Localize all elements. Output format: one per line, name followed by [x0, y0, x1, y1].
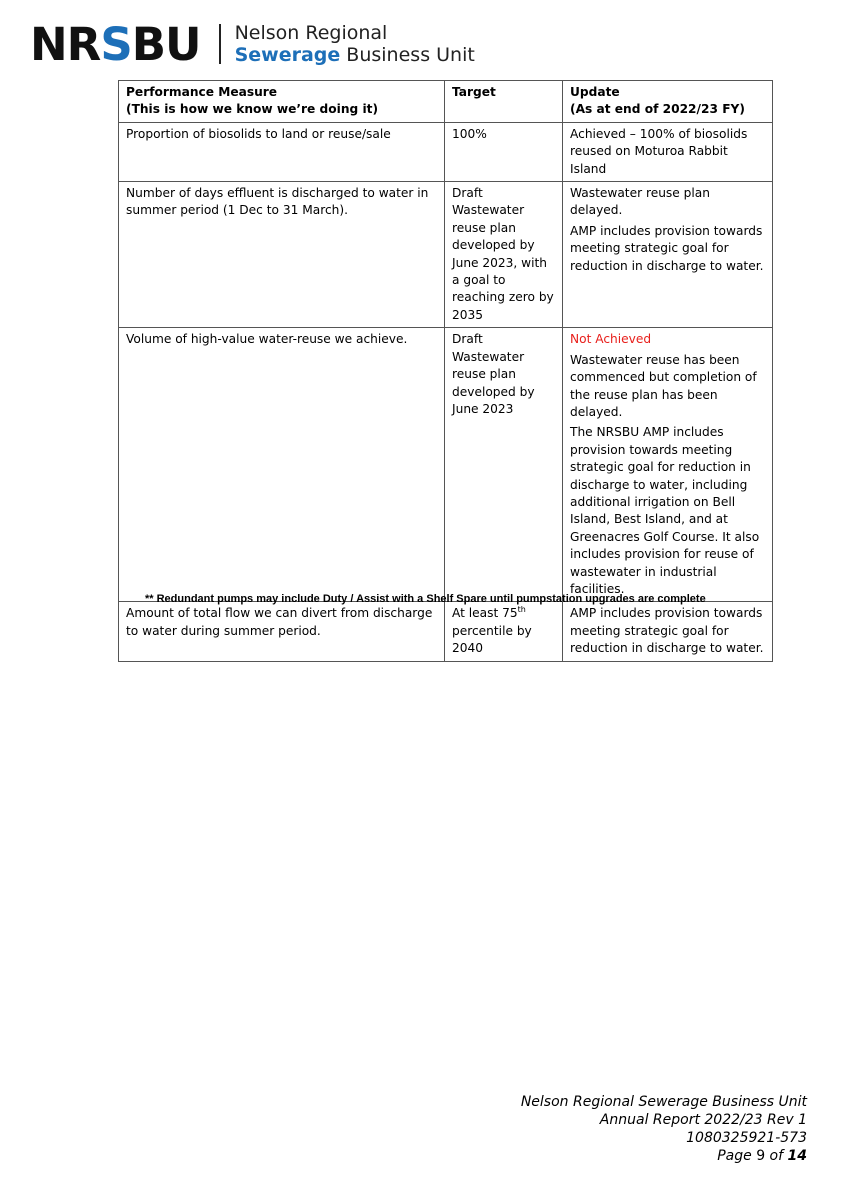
- row-target: [445, 602, 563, 661]
- nrsbu-logo: [30, 18, 475, 70]
- footer-report: Annual Report 2022/23 Rev 1: [599, 1112, 807, 1128]
- header-update-title: Update: [570, 85, 620, 99]
- page-current: 9: [756, 1148, 766, 1164]
- row-measure: Proportion of biosolids to land or reuse/sale: [119, 122, 445, 181]
- org-line-2-accent: Sewerage: [234, 44, 341, 66]
- page-prefix: Page: [717, 1148, 757, 1164]
- update-paragraph: Wastewater reuse plan delayed.: [570, 186, 710, 218]
- status-not-achieved: Not Achieved: [570, 332, 652, 347]
- row-target: Draft Wastewater reuse plan developed by June 2023: [445, 328, 563, 602]
- row-update: [563, 122, 773, 181]
- logo-accent: S: [100, 17, 132, 71]
- page-of: of: [765, 1148, 788, 1164]
- footnote: ** Redundant pumps may include Duty / Assist with a Shelf Spare until pumpstation upgrades are complete: [145, 593, 706, 605]
- page-number: [521, 1147, 807, 1165]
- table-row: [119, 182, 773, 328]
- row-update: [563, 182, 773, 328]
- header-target: [445, 81, 563, 123]
- header-update-subtitle: (As at end of 2022/23 FY): [570, 102, 745, 117]
- logo-prefix: NR: [30, 17, 101, 71]
- table-row: [119, 602, 773, 661]
- target-superscript: th: [517, 605, 526, 615]
- org-line-2: [235, 44, 475, 66]
- target-text-rest: percentile by 2040: [452, 623, 532, 656]
- target-text: At least 75: [452, 606, 518, 621]
- row-target: Draft Wastewater reuse plan developed by June 2023, with a goal to reaching zero by 2035: [445, 182, 563, 328]
- header-update: [563, 81, 773, 123]
- logo-suffix: BU: [131, 17, 201, 71]
- update-paragraph: The NRSBU AMP includes provision towards meeting strategic goal for reduction in discharge to water, including additional irrigation on Bell Island, Best Island, and at Greenacres Golf Course. It also includes provision for reuse of wastewater in industrial facilities.: [570, 425, 760, 596]
- table-row: [119, 122, 773, 181]
- page-total: 14: [787, 1148, 807, 1164]
- logo-wordmark: [30, 17, 201, 71]
- header-measure-title: Performance Measure: [126, 85, 278, 99]
- row-update: [563, 328, 773, 602]
- header-measure: [119, 81, 445, 123]
- update-paragraph: AMP includes provision towards meeting strategic goal for reduction in discharge to water.: [570, 606, 764, 656]
- row-update: [563, 602, 773, 661]
- row-measure: Volume of high-value water-reuse we achieve.: [119, 328, 445, 602]
- row-target: 100%: [445, 122, 563, 181]
- footer-org: Nelson Regional Sewerage Business Unit: [520, 1094, 807, 1110]
- table-header-row: [119, 81, 773, 123]
- performance-table: [118, 80, 773, 662]
- org-line-2-rest: Business Unit: [340, 44, 475, 66]
- update-paragraph: AMP includes provision towards meeting strategic goal for reduction in discharge to water.: [570, 223, 764, 273]
- footer-doc-id: 1080325921-573: [686, 1130, 807, 1146]
- logo-org-name: [235, 22, 475, 66]
- update-paragraph: Wastewater reuse has been commenced but completion of the reuse plan has been delayed.: [570, 352, 757, 419]
- row-measure: Number of days effluent is discharged to water in summer period (1 Dec to 31 March).: [119, 182, 445, 328]
- header-target-title: Target: [452, 85, 496, 99]
- page-footer: [521, 1093, 807, 1165]
- header-measure-subtitle: (This is how we know we’re doing it): [126, 102, 379, 117]
- logo-divider: [219, 24, 221, 64]
- table-row: [119, 328, 773, 602]
- org-line-1: Nelson Regional: [234, 22, 388, 44]
- update-paragraph: Achieved – 100% of biosolids reused on Moturoa Rabbit Island: [570, 126, 748, 176]
- row-measure: Amount of total flow we can divert from discharge to water during summer period.: [119, 602, 445, 661]
